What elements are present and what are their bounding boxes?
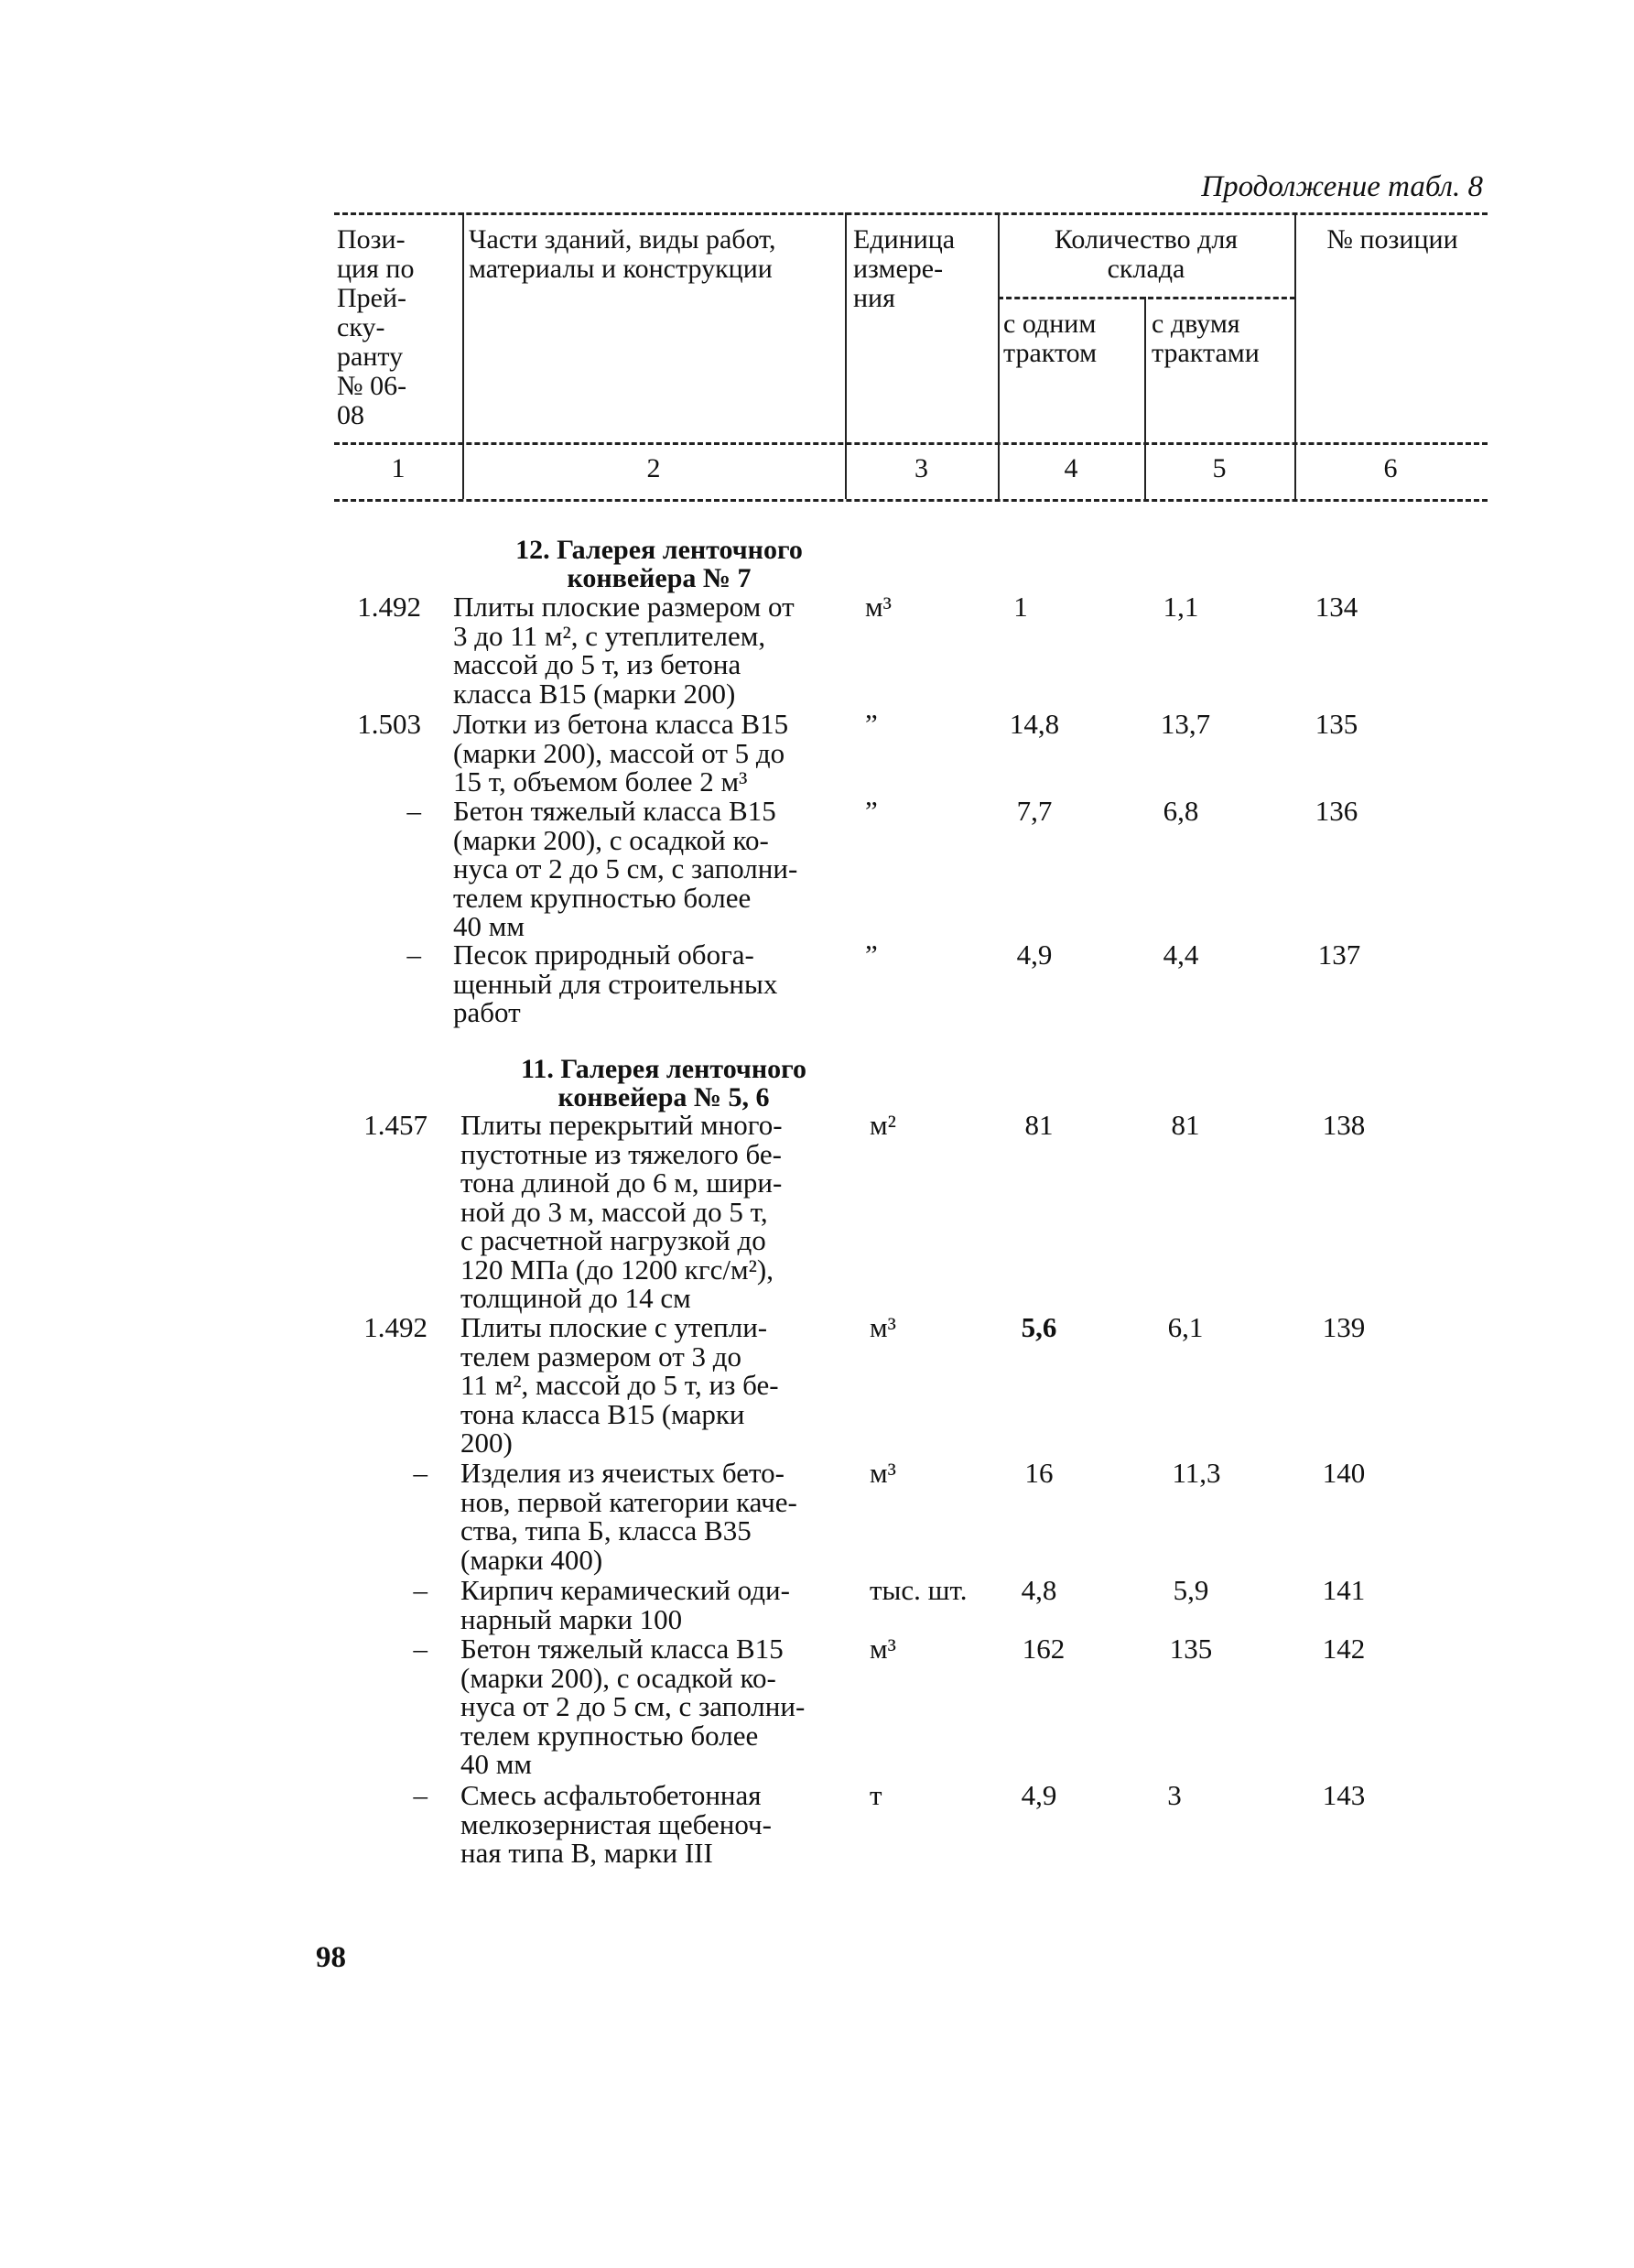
row-qty-one: 81: [1024, 1109, 1054, 1141]
row-unit: м³: [870, 1633, 896, 1665]
colnum-bottom-rule: [334, 499, 1488, 502]
header-col4: с одним трактом: [1003, 309, 1098, 368]
row-number: 135: [1315, 708, 1358, 740]
header-col5: с двумя трактами: [1152, 309, 1260, 368]
row-position: –: [406, 939, 421, 971]
row-number: 140: [1322, 1457, 1366, 1489]
row-position: –: [413, 1457, 427, 1489]
row-number: 143: [1322, 1779, 1366, 1811]
row-unit: тыс. шт.: [870, 1574, 968, 1606]
row-unit: ”: [865, 708, 878, 740]
section-title-11: 11. Галерея ленточного конвейера № 5, 6: [520, 1054, 806, 1112]
row-position: 1.457: [363, 1109, 427, 1141]
colnum-3: 3: [914, 453, 928, 483]
row-position: –: [413, 1574, 427, 1606]
row-qty-one: 162: [1022, 1633, 1066, 1665]
row-qty-two: 5,9: [1173, 1574, 1209, 1606]
header-sub-rule: [998, 297, 1295, 299]
row-description: Плиты плоские размером от 3 до 11 м², с утеплителем, массой до 5 т, из бетона класса В15 (марки 200): [453, 591, 795, 710]
row-qty-two: 11,3: [1172, 1457, 1221, 1489]
header-col45: Количество для склада: [1054, 224, 1239, 284]
colnum-6: 6: [1383, 453, 1398, 483]
row-number: 138: [1322, 1109, 1366, 1141]
row-position: –: [406, 795, 421, 827]
section-title-12: 12. Галерея ленточного конвейера № 7: [515, 535, 803, 593]
row-qty-one: 14,8: [1009, 708, 1060, 740]
row-description: Лотки из бетона класса В15 (марки 200), массой от 5 до 15 т, объемом более 2 м³: [453, 708, 789, 798]
row-number: 139: [1322, 1311, 1366, 1343]
colnum-4: 4: [1064, 453, 1078, 483]
row-qty-one: 1: [1013, 591, 1028, 623]
row-position: –: [413, 1779, 427, 1811]
header-col1: Пози- ция по Прей- ску- ранту № 06- 08: [337, 224, 415, 430]
row-position: 1.503: [357, 708, 421, 740]
colnum-5: 5: [1212, 453, 1227, 483]
row-number: 142: [1322, 1633, 1366, 1665]
row-unit: ”: [865, 939, 878, 971]
colnum-2: 2: [646, 453, 661, 483]
row-number: 136: [1315, 795, 1358, 827]
row-position: 1.492: [363, 1311, 427, 1343]
table-caption: Продолжение табл. 8: [1201, 170, 1483, 203]
row-qty-two: 6,8: [1163, 795, 1199, 827]
row-position: 1.492: [357, 591, 421, 623]
row-description: Изделия из ячеистых бето- нов, первой категории каче- ства, типа Б, класса В35 (марки 400): [460, 1457, 797, 1576]
row-number: 134: [1315, 591, 1358, 623]
row-unit: м³: [870, 1457, 896, 1489]
row-unit: м³: [865, 591, 892, 623]
row-qty-two: 135: [1169, 1633, 1213, 1665]
header-col2: Части зданий, виды работ, материалы и конструкции: [469, 224, 776, 284]
row-description: Плиты плоские с утепли- телем размером от 3 до 11 м², массой до 5 т, из бе- тона класса В15 (марки 200): [460, 1311, 779, 1459]
row-description: Смесь асфальтобетонная мелкозернистая щебеноч- ная типа В, марки III: [460, 1779, 772, 1869]
row-qty-one: 5,6: [1021, 1311, 1057, 1343]
colnum-1: 1: [391, 453, 406, 483]
row-qty-two: 3: [1167, 1779, 1182, 1811]
row-qty-two: 6,1: [1167, 1311, 1204, 1343]
row-qty-one: 4,9: [1016, 939, 1053, 971]
row-unit: м³: [870, 1311, 896, 1343]
header-col3: Единица измере- ния: [853, 224, 956, 313]
row-unit: ”: [865, 795, 878, 827]
row-position: –: [413, 1633, 427, 1665]
row-description: Бетон тяжелый класса В15 (марки 200), с осадкой ко- нуса от 2 до 5 см, с заполни- телем крупностью более 40 мм: [453, 795, 798, 942]
header-bottom-rule: [334, 442, 1488, 445]
row-description: Плиты перекрытий много- пустотные из тяжелого бе- тона длиной до 6 м, шири- ной до 3 м, массой до 5 т, с расчетной нагрузкой до 120 МПа (до 1200 кгс/м²), толщиной до 14 см: [460, 1109, 783, 1314]
row-description: Кирпич керамический оди- нарный марки 100: [460, 1574, 790, 1635]
row-qty-one: 4,9: [1021, 1779, 1057, 1811]
row-qty-one: 4,8: [1021, 1574, 1057, 1606]
header-top-rule: [334, 212, 1488, 215]
row-unit: м²: [870, 1109, 896, 1141]
row-description: Песок природный обога- щенный для строительных работ: [453, 939, 778, 1028]
row-qty-one: 7,7: [1016, 795, 1053, 827]
row-qty-two: 1,1: [1163, 591, 1199, 623]
row-qty-two: 4,4: [1163, 939, 1199, 971]
row-description: Бетон тяжелый класса В15 (марки 200), с осадкой ко- нуса от 2 до 5 см, с заполни- телем крупностью более 40 мм: [460, 1633, 806, 1780]
page-number: 98: [316, 1941, 346, 1974]
row-qty-two: 81: [1171, 1109, 1200, 1141]
row-number: 141: [1322, 1574, 1366, 1606]
row-qty-one: 16: [1024, 1457, 1054, 1489]
row-unit: т: [870, 1779, 882, 1811]
row-number: 137: [1317, 939, 1361, 971]
row-qty-two: 13,7: [1160, 708, 1211, 740]
header-col6: № позиции: [1326, 224, 1458, 255]
